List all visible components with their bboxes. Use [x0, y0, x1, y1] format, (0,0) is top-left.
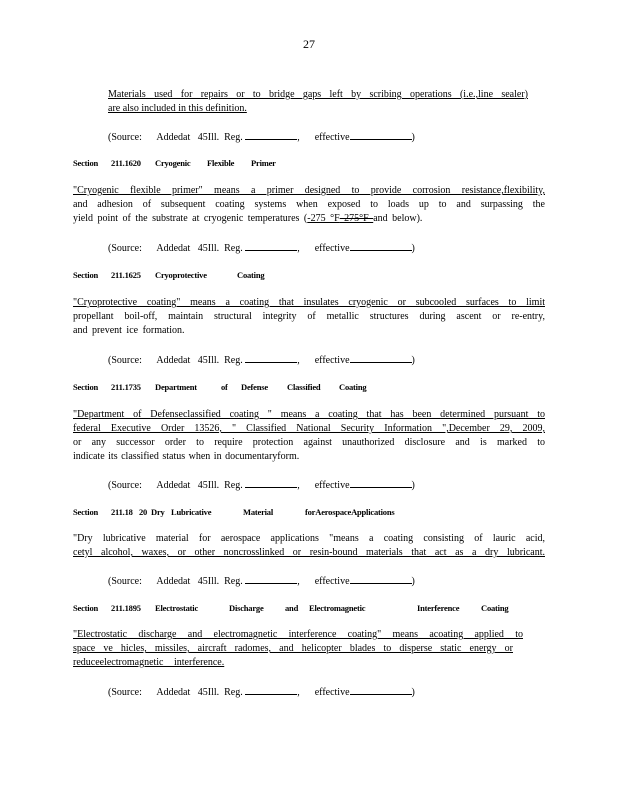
- heading-word: Cryogenic: [155, 158, 191, 168]
- line-text-underlined: -275 °F: [307, 213, 340, 224]
- line-text: and below).: [373, 213, 423, 224]
- heading-word: Coating: [339, 382, 367, 392]
- section-heading-211-1735: [73, 382, 387, 392]
- line-text-struck: 275°F: [339, 213, 374, 224]
- section-211-1620-line-2: and adhesion of subsequent coating systems when exposed to loads up to and surpassing the: [73, 199, 545, 210]
- blank-effective: [350, 684, 412, 695]
- source-close: ): [411, 243, 415, 254]
- source-ref: 45Ill.: [197, 480, 220, 491]
- source-reg: Reg.: [224, 355, 243, 366]
- source-comma: ,: [297, 687, 300, 698]
- blank-reg: [245, 129, 297, 140]
- source-close: ): [411, 480, 415, 491]
- source-effective: effective: [314, 243, 350, 254]
- source-line: [108, 240, 415, 254]
- source-addedat: Addedat: [156, 687, 191, 698]
- heading-word: of: [221, 382, 228, 392]
- heading-word: Section: [73, 507, 99, 517]
- heading-word: Classified: [287, 382, 321, 392]
- heading-word: Electrostatic: [155, 603, 199, 613]
- blank-effective: [350, 129, 412, 140]
- blank-effective: [350, 240, 412, 251]
- section-211-1625-line-1: "Cryoprotective coating" means a coating that insulates cryogenic or subcooled surfaces to limit: [73, 297, 545, 308]
- heading-word: Flexible: [207, 158, 235, 168]
- heading-word: 211.1735: [111, 382, 141, 392]
- heading-word: Discharge: [229, 603, 264, 613]
- heading-word: Material: [243, 507, 274, 517]
- heading-word: Section: [73, 270, 99, 280]
- heading-word: 211.1620: [111, 158, 141, 168]
- source-reg: Reg.: [224, 480, 243, 491]
- heading-word: 20: [139, 507, 148, 517]
- section-211-1895-line-2: space ve hicles, missiles, aircraft radomes, and helicopter blades to disperse static energy or: [73, 643, 513, 654]
- source-line: [108, 477, 415, 491]
- source-comma: ,: [297, 576, 300, 587]
- source-addedat: Addedat: [156, 132, 191, 143]
- heading-word: Lubricative: [171, 507, 212, 517]
- source-effective: effective: [314, 687, 350, 698]
- source-addedat: Addedat: [156, 480, 191, 491]
- section-heading-211-1625: [73, 270, 287, 280]
- section-211-1820-line-1: "Dry lubricative material for aerospace applications "means a coating consisting of lauric acid,: [73, 533, 545, 544]
- heading-word: Section: [73, 158, 99, 168]
- heading-word: and: [285, 603, 299, 613]
- source-label: (Source:: [108, 243, 142, 254]
- source-reg: Reg.: [224, 687, 243, 698]
- blank-reg: [245, 240, 297, 251]
- heading-word: 211.18: [111, 507, 133, 517]
- heading-word: Section: [73, 603, 99, 613]
- source-addedat: Addedat: [156, 243, 191, 254]
- source-ref: 45Ill.: [197, 687, 220, 698]
- blank-effective: [350, 477, 412, 488]
- heading-word: Coating: [481, 603, 509, 613]
- source-effective: effective: [314, 480, 350, 491]
- source-label: (Source:: [108, 355, 142, 366]
- blank-reg: [245, 684, 297, 695]
- heading-word: Department: [155, 382, 197, 392]
- heading-word: Electromagnetic: [309, 603, 366, 613]
- intro-line-2: are also included in this definition.: [108, 103, 247, 114]
- source-line: [108, 573, 415, 587]
- heading-word: 211.1625: [111, 270, 141, 280]
- source-reg: Reg.: [224, 132, 243, 143]
- source-reg: Reg.: [224, 576, 243, 587]
- source-line: [108, 684, 415, 698]
- source-addedat: Addedat: [156, 576, 191, 587]
- section-heading-211-1895: [73, 603, 529, 613]
- blank-effective: [350, 573, 412, 584]
- section-211-1620-line-3: [73, 212, 545, 227]
- source-comma: ,: [297, 132, 300, 143]
- section-heading-211-1620: [73, 158, 303, 168]
- section-heading-211-1820: [73, 507, 415, 517]
- source-ref: 45Ill.: [197, 576, 220, 587]
- blank-reg: [245, 477, 297, 488]
- source-comma: ,: [297, 243, 300, 254]
- source-line: [108, 129, 415, 143]
- source-ref: 45Ill.: [197, 132, 220, 143]
- source-label: (Source:: [108, 480, 142, 491]
- section-211-1735-line-3: or any successor order to require protection against unauthorized disclosure and is marked to: [73, 437, 545, 448]
- heading-word: Defense: [241, 382, 268, 392]
- source-effective: effective: [314, 355, 350, 366]
- source-close: ): [411, 576, 415, 587]
- section-211-1895-line-1: "Electrostatic discharge and electromagnetic interference coating" means acoating applied to: [73, 629, 523, 640]
- intro-line-1: Materials used for repairs or to bridge gaps left by scribing operations (i.e.,line sealer): [108, 89, 528, 100]
- source-label: (Source:: [108, 132, 142, 143]
- source-close: ): [411, 132, 415, 143]
- heading-word: 211.1895: [111, 603, 141, 613]
- source-addedat: Addedat: [156, 355, 191, 366]
- heading-word: Section: [73, 382, 99, 392]
- section-211-1895-line-3: reduceelectromagnetic interference.: [73, 657, 225, 668]
- section-211-1625-line-3: and prevent ice formation.: [73, 325, 185, 336]
- source-effective: effective: [314, 132, 350, 143]
- heading-word: Cryoprotective: [155, 270, 207, 280]
- section-211-1735-line-1: "Department of Defenseclassified coating " means a coating that has been determined pursuant to: [73, 409, 545, 420]
- source-effective: effective: [314, 576, 350, 587]
- source-label: (Source:: [108, 687, 142, 698]
- source-ref: 45Ill.: [197, 243, 220, 254]
- source-comma: ,: [297, 480, 300, 491]
- blank-reg: [245, 352, 297, 363]
- source-comma: ,: [297, 355, 300, 366]
- heading-word: Dry: [151, 507, 165, 517]
- heading-word: Interference: [417, 603, 460, 613]
- section-211-1735-line-4: indicate its classified status when in documentaryform.: [73, 451, 300, 462]
- page-number: 27: [303, 37, 315, 51]
- source-close: ): [411, 355, 415, 366]
- section-211-1620-line-1: "Cryogenic flexible primer" means a primer designed to provide corrosion resistance,flexibility,: [73, 185, 545, 196]
- section-211-1820-line-2: cetyl alcohol, waxes, or other noncrosslinked or resin-bound materials that act as a dry lubricant.: [73, 547, 545, 558]
- source-ref: 45Ill.: [197, 355, 220, 366]
- source-close: ): [411, 687, 415, 698]
- heading-word: forAerospaceApplications: [305, 507, 395, 517]
- section-211-1625-line-2: propellant boil-off, maintain structural integrity of metallic structures during ascent or re-entry,: [73, 311, 545, 322]
- section-211-1735-line-2: federal Executive Order 13526, " Classified National Security Information ",December 29, 2009,: [73, 423, 545, 434]
- blank-reg: [245, 573, 297, 584]
- source-line: [108, 352, 415, 366]
- line-text: yield point of the substrate at cryogenic temperatures (: [73, 213, 308, 224]
- source-reg: Reg.: [224, 243, 243, 254]
- heading-word: Primer: [251, 158, 276, 168]
- blank-effective: [350, 352, 412, 363]
- source-label: (Source:: [108, 576, 142, 587]
- heading-word: Coating: [237, 270, 265, 280]
